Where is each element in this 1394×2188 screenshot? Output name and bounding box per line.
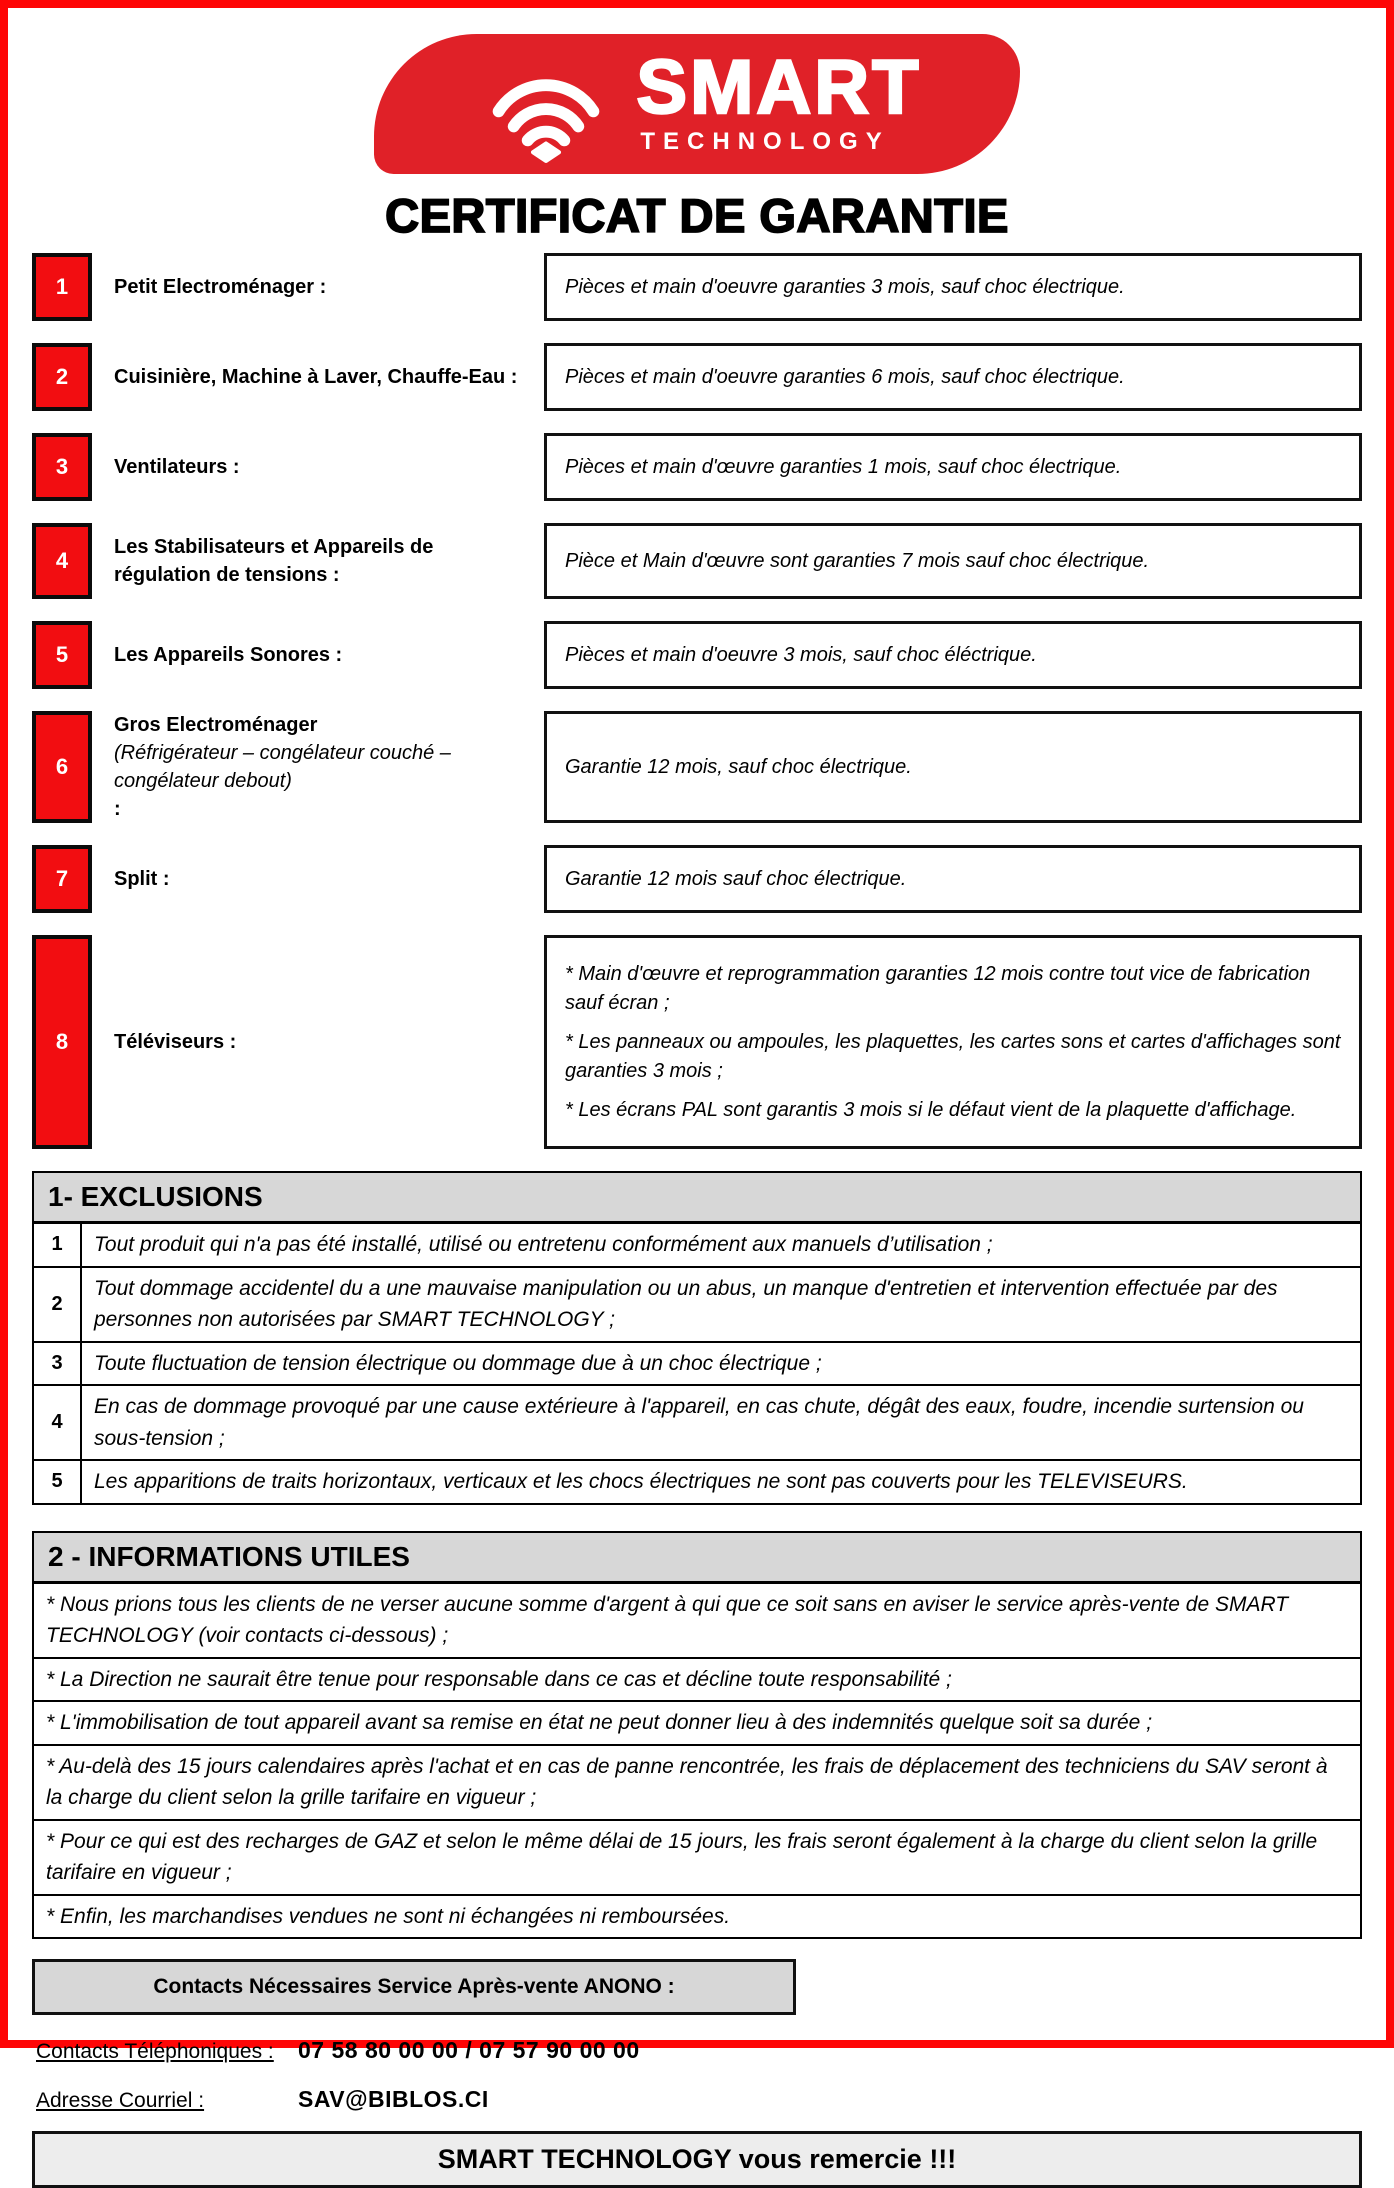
- info-row: [34, 1821, 1360, 1896]
- row-number-badge: 6: [32, 711, 92, 823]
- info-row: [34, 1659, 1360, 1703]
- row-terms: [544, 433, 1362, 501]
- row-number-badge: 1: [32, 253, 92, 321]
- info-row: [34, 1702, 1360, 1746]
- row-number-badge: 4: [32, 523, 92, 599]
- exclusion-number: 4: [34, 1386, 82, 1459]
- exclusion-row: [34, 1461, 1360, 1503]
- email-label: Adresse Courriel :: [36, 2089, 205, 2112]
- exclusion-text: Les apparitions de traits horizontaux, verticaux et les chocs électriques ne sont pas couverts pour les TELEVISEURS.: [94, 1470, 1188, 1493]
- useful-info-heading: 2 - INFORMATIONS UTILES: [34, 1533, 1360, 1584]
- warranty-row-1: [32, 253, 1362, 321]
- row-terms: [544, 621, 1362, 689]
- info-row: [34, 1584, 1360, 1659]
- row-terms-text: Pièces et main d'oeuvre garanties 6 mois, sauf choc électrique.: [565, 365, 1125, 388]
- row-label-text: Cuisinière, Machine à Laver, Chauffe-Eau :: [114, 366, 518, 388]
- exclusion-row: [34, 1224, 1360, 1268]
- row-number-badge: 2: [32, 343, 92, 411]
- info-text: * L'immobilisation de tout appareil avant sa remise en état ne peut donner lieu à des indemnités quelque soit sa durée ;: [46, 1711, 1153, 1734]
- thank-you-banner: SMART TECHNOLOGY vous remercie !!!: [32, 2131, 1362, 2188]
- row-label-text: Les Stabilisateurs et Appareils de régulation de tensions :: [114, 536, 434, 586]
- row-label-text: Les Appareils Sonores :: [114, 644, 343, 666]
- phone-label: Contacts Téléphoniques :: [36, 2040, 274, 2063]
- row-terms-text: Garantie 12 mois, sauf choc électrique.: [565, 755, 912, 778]
- row-terms: [544, 845, 1362, 913]
- row-terms-line: * Main d'œuvre et reprogrammation garanties 12 mois contre tout vice de fabrication sauf écran ;: [565, 962, 1311, 1014]
- warranty-row-4: [32, 523, 1362, 599]
- row-terms: [544, 343, 1362, 411]
- info-text: * La Direction ne saurait être tenue pour responsable dans ce cas et décline toute responsabilité ;: [46, 1667, 952, 1691]
- row-terms-line: * Les écrans PAL sont garantis 3 mois si le défaut vient de la plaquette d'affichage.: [565, 1098, 1297, 1121]
- exclusion-text: Tout dommage accidentel du a une mauvaise manipulation ou un abus, un manque d'entretien et intervention effectuée par des personnes non autorisées par SMART TECHNOLOGY ;: [94, 1276, 1278, 1331]
- info-text: * Pour ce qui est des recharges de GAZ et selon le même délai de 15 jours, les frais seront également à la charge du client selon la grille tarifaire en vigueur ;: [46, 1829, 1318, 1884]
- brand-subtitle: TECHNOLOGY: [640, 128, 890, 156]
- row-label-text: Gros Electroménager: [114, 714, 318, 736]
- exclusion-text: Tout produit qui n'a pas été installé, utilisé ou entretenu conformément aux manuels d’utilisation ;: [94, 1233, 993, 1256]
- page-title: CERTIFICAT DE GARANTIE: [385, 189, 1009, 242]
- warranty-row-2: [32, 343, 1362, 411]
- after-sales-contacts-heading: Contacts Nécessaires Service Après-vente ANONO :: [32, 1959, 796, 2015]
- exclusions-heading: 1- EXCLUSIONS: [34, 1173, 1360, 1224]
- email-address: SAV@BIBLOS.CI: [298, 2086, 489, 2112]
- phone-contact-line: [32, 2037, 1362, 2064]
- phone-numbers: 07 58 80 00 00 / 07 57 90 00 00: [298, 2037, 640, 2063]
- warranty-row-8: [32, 935, 1362, 1149]
- row-label: [92, 845, 544, 913]
- row-label-italic: (Réfrigérateur – congélateur couché – congélateur debout): [114, 742, 451, 792]
- row-terms-text: Pièce et Main d'œuvre sont garanties 7 mois sauf choc électrique.: [565, 549, 1150, 572]
- row-terms-text: Garantie 12 mois sauf choc électrique.: [565, 867, 907, 890]
- row-terms-text: Pièces et main d'œuvre garanties 1 mois, sauf choc électrique.: [565, 455, 1122, 478]
- exclusion-text: Toute fluctuation de tension électrique ou dommage due à un choc électrique ;: [94, 1351, 822, 1375]
- row-label-suffix: :: [114, 798, 121, 820]
- row-terms-line: * Les panneaux ou ampoules, les plaquettes, les cartes sons et cartes d'affichages sont garanties 3 mois ;: [565, 1030, 1341, 1082]
- exclusion-number: 1: [34, 1224, 82, 1266]
- row-label-text: Split :: [114, 868, 170, 890]
- exclusion-number: 5: [34, 1461, 82, 1503]
- row-label: [92, 935, 544, 1149]
- row-label: [92, 253, 544, 321]
- warranty-row-3: [32, 433, 1362, 501]
- exclusion-text: En cas de dommage provoqué par une cause extérieure à l'appareil, en cas chute, dégât des eaux, foudre, incendie surtension ou sous-tension ;: [94, 1395, 1304, 1450]
- exclusion-number: 3: [34, 1343, 82, 1385]
- row-terms: [544, 253, 1362, 321]
- row-number-badge: 8: [32, 935, 92, 1149]
- wifi-icon: [472, 51, 620, 163]
- row-terms-text: Pièces et main d'oeuvre garanties 3 mois, sauf choc électrique.: [565, 275, 1125, 298]
- row-number-badge: 3: [32, 433, 92, 501]
- row-terms: [544, 935, 1362, 1149]
- brand-name: SMART: [636, 44, 922, 130]
- warranty-row-5: [32, 621, 1362, 689]
- exclusion-number: 2: [34, 1268, 82, 1341]
- info-text: * Au-delà des 15 jours calendaires après l'achat et en cas de panne rencontrée, les frais de déplacement des techniciens du SAV seront à la charge du client selon la grille tarifaire en vigueur ;: [46, 1754, 1328, 1809]
- exclusions-table: [32, 1171, 1362, 1505]
- brand-logo-text: [636, 44, 922, 156]
- brand-logo: [374, 34, 1020, 174]
- info-row: [34, 1746, 1360, 1821]
- exclusion-row: [34, 1268, 1360, 1343]
- row-number-badge: 7: [32, 845, 92, 913]
- exclusion-row: [34, 1343, 1360, 1387]
- row-terms-text: Pièces et main d'oeuvre 3 mois, sauf choc éléctrique.: [565, 643, 1037, 666]
- warranty-row-6: [32, 711, 1362, 823]
- exclusion-row: [34, 1386, 1360, 1461]
- warranty-row-7: [32, 845, 1362, 913]
- row-label-text: Ventilateurs :: [114, 456, 240, 478]
- row-label: [92, 433, 544, 501]
- info-text: * Enfin, les marchandises vendues ne sont ni échangées ni remboursées.: [46, 1904, 731, 1928]
- row-number-badge: 5: [32, 621, 92, 689]
- row-label: [92, 711, 544, 823]
- useful-info-table: [32, 1531, 1362, 1940]
- info-text: * Nous prions tous les clients de ne verser aucune somme d'argent à qui que ce soit sans en aviser le service après-vente de SMART TECHNOLOGY (voir contacts ci-dessous) ;: [46, 1592, 1289, 1647]
- info-row: [34, 1896, 1360, 1938]
- row-label-text: Téléviseurs :: [114, 1031, 237, 1053]
- row-label: [92, 523, 544, 599]
- row-terms: [544, 523, 1362, 599]
- row-label-text: Petit Electroménager :: [114, 276, 327, 298]
- row-label: [92, 621, 544, 689]
- row-label: [92, 343, 544, 411]
- row-terms: [544, 711, 1362, 823]
- warranty-table: [32, 253, 1362, 1149]
- email-contact-line: [32, 2086, 1362, 2113]
